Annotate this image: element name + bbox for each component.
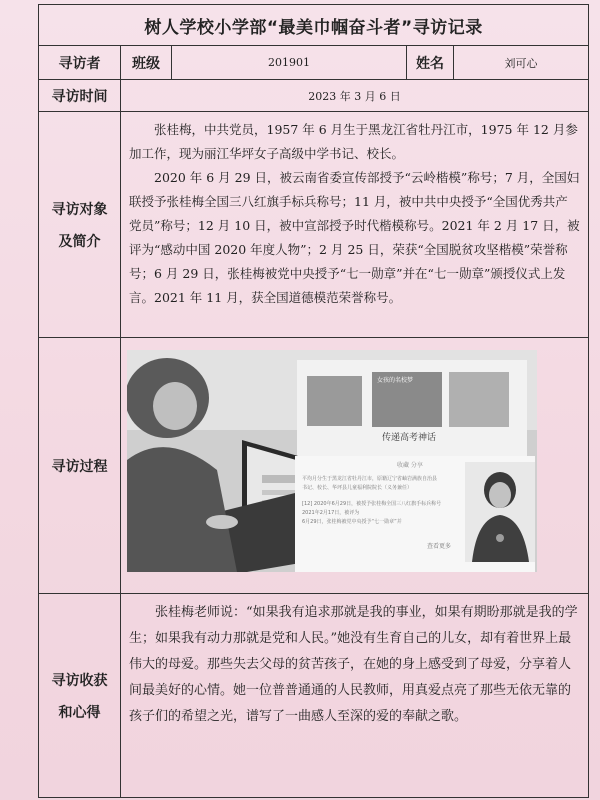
- reflection-text: [121, 594, 589, 798]
- class-value: 201901: [172, 46, 407, 80]
- photo-illustration: [127, 350, 537, 572]
- reflection-para: 张桂梅老师说：“如果我有追求那就是我的事业，如果有期盼那就是我的学生；如果我有动力那就是党和人民。”她没有生育自己的儿女，却有着世界上最伟大的母爱。那些失去父母的贫苦孩子，在她的身上感受到了母爱，分享着人间最美好的心情。她一位普普通通的人民教师，用真爱点亮了那些无依无靠的孩子们的希望之光，谱写了一曲感人至深的爱的奉献之歌。: [129, 605, 578, 724]
- name-value: 刘可心: [454, 46, 589, 80]
- process-label: 寻访过程: [39, 338, 121, 594]
- screen-caption: 传递高考神话: [382, 433, 437, 443]
- subject-intro: [121, 112, 589, 338]
- process-photo: [127, 350, 537, 572]
- reflection-label-line2: 和心得: [58, 704, 101, 721]
- card-text-1: 平均月分生于黑龙江省牡丹江市，原籍辽宁省岫岩满族自治县: [302, 476, 438, 482]
- reflection-label-line1: 寻访收获: [51, 672, 108, 689]
- card-more: 查看更多: [427, 543, 452, 550]
- time-label: 寻访时间: [39, 80, 121, 112]
- process-photo-cell: [121, 338, 589, 594]
- subject-label-line2: 及简介: [58, 233, 101, 250]
- form-title: 树人学校小学部“最美巾帼奋斗者”寻访记录: [39, 5, 589, 46]
- class-label: 班级: [121, 46, 172, 80]
- subject-label-line1: 寻访对象: [51, 201, 108, 218]
- reflection-label: [39, 594, 121, 798]
- card-meta: 收藏 分享: [397, 462, 423, 469]
- subject-intro-para2: 2020 年 6 月 29 日，被云南省委宣传部授予“云岭楷模”称号；7 月，全国妇联授予张桂梅全国三八红旗手标兵称号；11 月，被中共中央授予“全国优秀共产党员”称号；12 月 10 日，被中宣部授予时代楷模称号。2021 年 2 月 17 日，被评为“感动中国 2020 年度人物”；2 月 25 日，荣获“全国脱贫攻坚楷模”荣誉称号；6 月 29 日，张桂梅被党中央授予“七一勋章”并在“七一勋章”颁授仪式上发言。2021 年 11 月，获全国道德模范荣誉称号。: [129, 170, 580, 305]
- card-text-3: [12] 2020年6月29日，被授予张桂梅全国三八红旗手标兵称号: [302, 501, 442, 507]
- interview-record-table: [38, 4, 589, 798]
- subject-intro-para1: 张桂梅，中共党员，1957 年 6 月生于黑龙江省牡丹江市，1975 年 12 月参加工作，现为丽江华坪女子高级中学书记、校长。: [129, 122, 578, 161]
- time-value: 2023 年 3 月 6 日: [121, 80, 589, 112]
- subject-label: [39, 112, 121, 338]
- card-text-5: 6月29日，张桂梅被党中央授予“七一勋章”并: [302, 519, 402, 525]
- card-text-4: 2021年2月17日，被评为: [302, 510, 360, 516]
- visitor-label: 寻访者: [39, 46, 121, 80]
- name-label: 姓名: [407, 46, 454, 80]
- screen-tag: 女孩的名校梦: [377, 377, 414, 384]
- card-text-2: 书记、校长、华坪县儿童福利院院长（义务兼任）: [302, 485, 413, 491]
